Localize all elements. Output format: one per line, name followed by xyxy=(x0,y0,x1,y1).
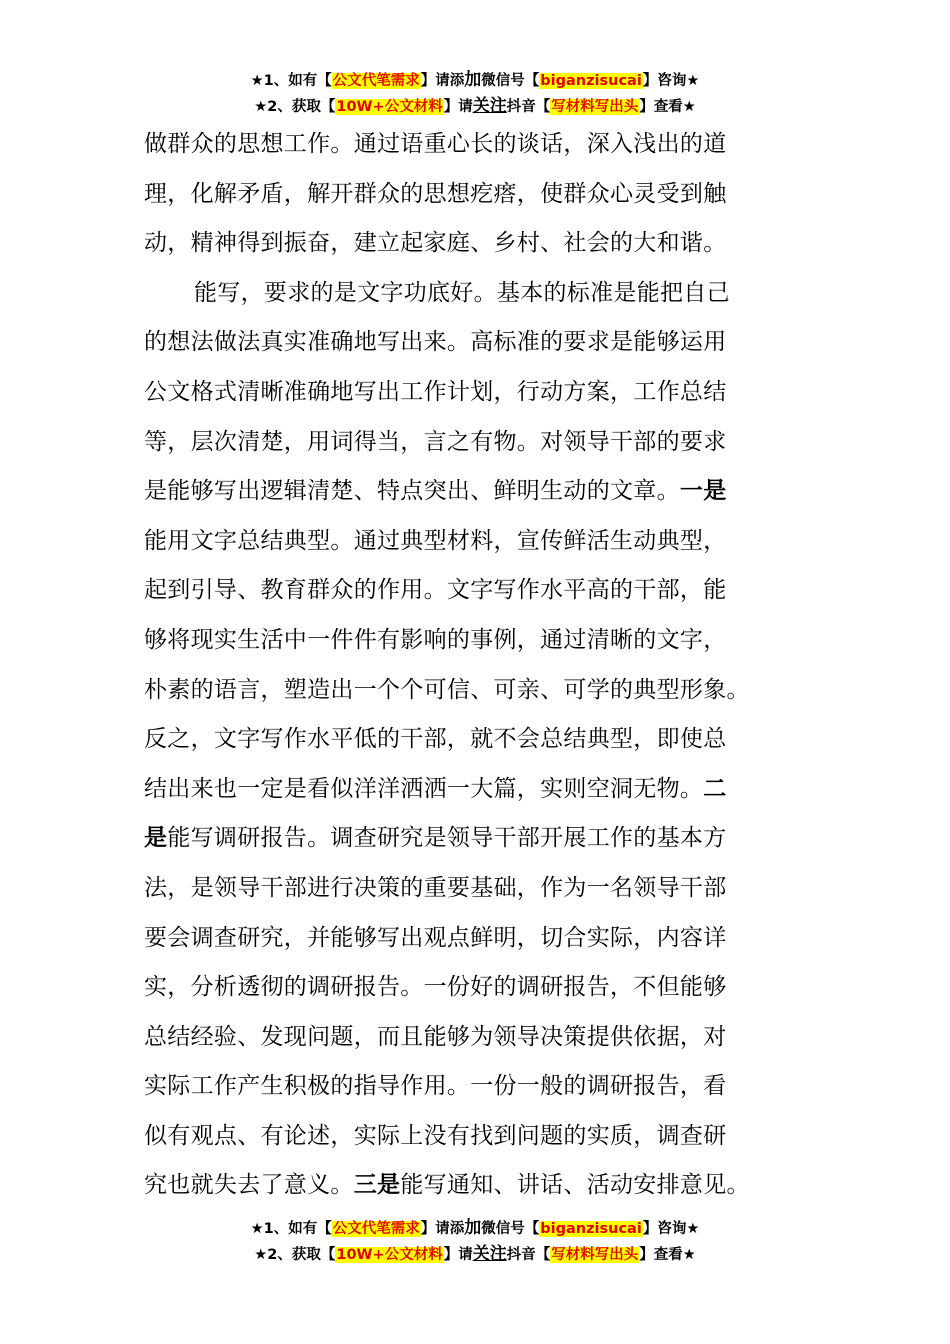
body-line xyxy=(144,1161,796,1211)
body-text: 能写调研报告。调查研究是领导干部开展工作的基本方 xyxy=(167,825,727,852)
highlight-service: 公文代笔需求 xyxy=(332,73,420,89)
highlight-wechat-id: biganzisucai xyxy=(540,1221,642,1237)
notice-text: ★2、获取【 xyxy=(254,1247,336,1263)
notice-line-2 xyxy=(0,94,950,120)
body-line: 的想法做法真实准确地写出来。高标准的要求是能够运用 xyxy=(144,329,727,356)
body-text: 能写通知、讲话、活动安排意见。 xyxy=(400,1172,750,1199)
notice-text: 微信号【 xyxy=(481,73,540,89)
body-line: 够将现实生活中一件件有影响的事例，通过清晰的文字， xyxy=(144,626,727,653)
notice-text: 】请添 xyxy=(420,73,465,89)
notice-text: 】查看★ xyxy=(639,1247,696,1263)
highlight-service: 公文代笔需求 xyxy=(332,1221,420,1237)
point-marker-one: 一是 xyxy=(679,478,727,505)
notice-text: 加 xyxy=(464,1218,482,1238)
body-line: 做群众的思想工作。通过语重心长的谈话，深入浅出的道 xyxy=(144,131,727,157)
highlight-douyin: 写材料写出头 xyxy=(551,1247,639,1263)
notice-text: 】请 xyxy=(443,99,473,115)
body-line: 实际工作产生积极的指导作用。一份一般的调研报告，看 xyxy=(144,1073,727,1100)
point-marker-two: 是 xyxy=(144,825,168,852)
body-line: 公文格式清晰准确地写出工作计划，行动方案，工作总结 xyxy=(144,378,727,405)
body-line: 能用文字总结典型。通过典型材料，宣传鲜活生动典型， xyxy=(144,527,727,554)
body-line: 动，精神得到振奋，建立起家庭、乡村、社会的大和谐。 xyxy=(144,230,727,257)
notice-text: 加 xyxy=(464,70,482,90)
body-line: 法，是领导干部进行决策的重要基础，作为一名领导干部 xyxy=(144,874,727,901)
notice-text: 】查看★ xyxy=(639,99,696,115)
body-text: 究也就失去了意义。 xyxy=(144,1172,354,1199)
document-body xyxy=(144,120,796,1211)
notice-line-2 xyxy=(0,1242,950,1268)
notice-text: 】请添 xyxy=(420,1221,465,1237)
notice-text: 抖音【 xyxy=(506,99,551,115)
notice-text: ★2、获取【 xyxy=(254,99,336,115)
highlight-douyin: 写材料写出头 xyxy=(551,99,639,115)
body-line: 等，层次清楚，用词得当，言之有物。对领导干部的要求 xyxy=(144,428,727,455)
highlight-materials: 10W+公文材料 xyxy=(336,1247,443,1263)
body-text: 结出来也一定是看似洋洋洒洒一大篇，实则空洞无物。 xyxy=(144,775,704,802)
notice-text: 抖音【 xyxy=(506,1247,551,1263)
notice-text: ★1、如有【 xyxy=(250,73,332,89)
notice-line-1 xyxy=(0,1216,950,1242)
body-line: 要会调查研究，并能够写出观点鲜明，切合实际，内容详 xyxy=(144,924,727,951)
body-line: 朴素的语言，塑造出一个个可信、可亲、可学的典型形象。 xyxy=(144,676,750,703)
point-marker-two: 二 xyxy=(703,775,727,802)
body-line: 总结经验、发现问题，而且能够为领导决策提供依据，对 xyxy=(144,1023,727,1050)
notice-text: ★1、如有【 xyxy=(250,1221,332,1237)
notice-text: 】咨询★ xyxy=(642,73,700,89)
body-line: 理，化解矛盾，解开群众的思想疙瘩，使群众心灵受到触 xyxy=(144,180,727,207)
body-text: 是能够写出逻辑清楚、特点突出、鲜明生动的文章。 xyxy=(144,478,680,505)
notice-text: 】咨询★ xyxy=(642,1221,700,1237)
notice-text: 微信号【 xyxy=(481,1221,540,1237)
body-line xyxy=(144,765,796,815)
body-line: 起到引导、教育群众的作用。文字写作水平高的干部，能 xyxy=(144,577,727,604)
body-line xyxy=(144,467,796,517)
highlight-wechat-id: biganzisucai xyxy=(540,73,642,89)
body-line xyxy=(144,814,796,864)
footer-notice xyxy=(0,1216,950,1268)
header-notice xyxy=(0,68,950,120)
body-line: 反之，文字写作水平低的干部，就不会总结典型，即使总 xyxy=(144,726,727,753)
notice-text: 】请 xyxy=(443,1247,473,1263)
notice-line-1 xyxy=(0,68,950,94)
body-line: 能写，要求的是文字功底好。基本的标准是能把自己 xyxy=(194,279,730,306)
point-marker-three: 三是 xyxy=(353,1172,401,1199)
notice-text: 关注 xyxy=(472,1244,507,1264)
body-line: 似有观点、有论述，实际上没有找到问题的实质，调查研 xyxy=(144,1122,727,1149)
highlight-materials: 10W+公文材料 xyxy=(336,99,443,115)
body-line: 实，分析透彻的调研报告。一份好的调研报告，不但能够 xyxy=(144,974,727,1001)
notice-text: 关注 xyxy=(472,96,507,116)
